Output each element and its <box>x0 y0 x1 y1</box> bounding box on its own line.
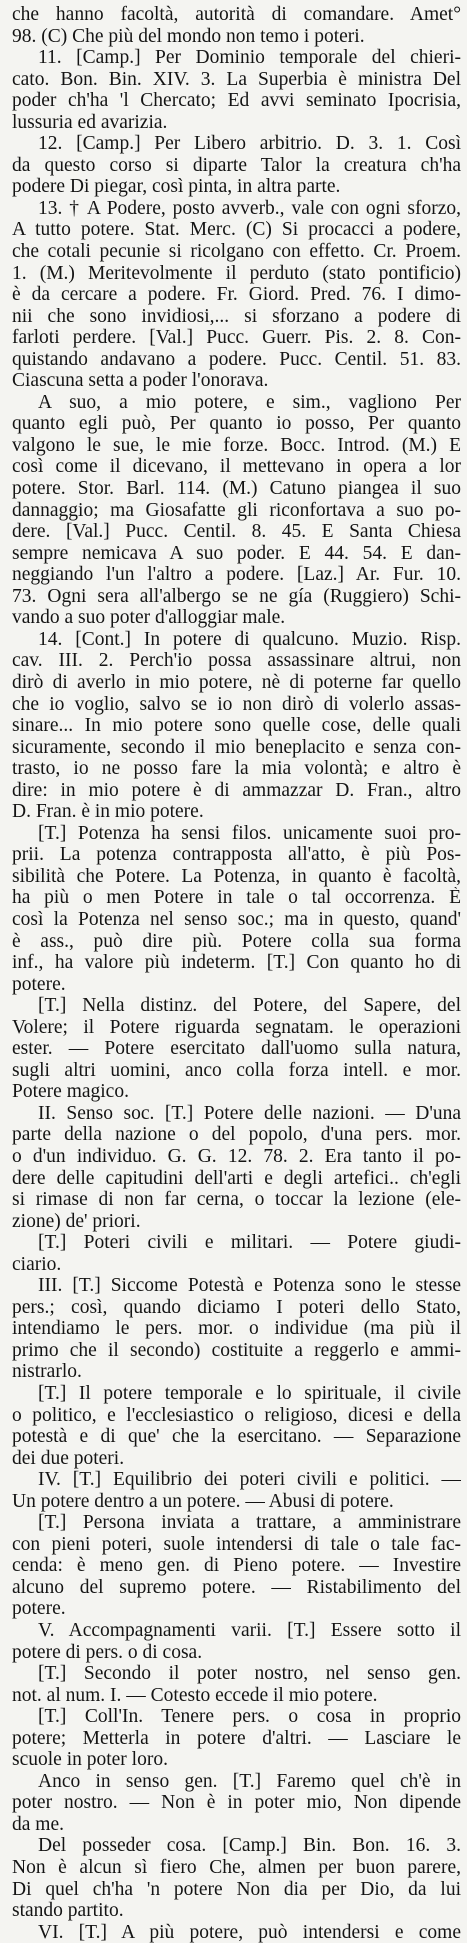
text-line: trasto, io ne posso fare la mia volontà; e altro è <box>12 758 461 780</box>
text-line: II. Senso soc. [T.] Potere delle nazioni. — D'una <box>38 1102 461 1124</box>
text-line: not. al num. I. — Cotesto eccede il mio potere. <box>12 1684 378 1706</box>
text-line: dere. [Val.] Pucc. Centil. 8. 45. E Santa Chiesa <box>12 521 461 543</box>
text-line: Anco in senso gen. [T.] Faremo quel ch'è in <box>38 1770 461 1792</box>
text-line: primo che il secondo) costituite a reggerlo e ammi- <box>12 1339 461 1361</box>
text-line: [T.] Nella distinz. del Potere, del Sapere, del <box>38 995 461 1017</box>
text-line: stando partito. <box>12 1900 124 1922</box>
text-line: [T.] Potenza ha sensi filos. unicamente suoi pro- <box>38 822 461 844</box>
text-line: [T.] Secondo il poter nostro, nel senso gen. <box>38 1663 461 1685</box>
text-line: zione) de' priori. <box>12 1210 141 1232</box>
text-line: [T.] Poteri civili e militari. — Potere giudi- <box>38 1232 461 1254</box>
text-line: Potere magico. <box>12 1081 129 1103</box>
text-line: neggiando l'un l'altro a podere. [Laz.] Ar. Fur. 10. <box>12 564 461 586</box>
text-line: è da cercare a podere. Fr. Giord. Pred. 76. I dimo- <box>12 284 461 306</box>
text-line: Volere; il Potere riguarda segnatam. le operazioni <box>12 1016 461 1038</box>
text-line: inf., ha valore più indeterm. [T.] Con quanto ho di <box>12 952 461 974</box>
text-line: Non è alcun sì fiero Che, almen per buon parere, <box>12 1857 461 1879</box>
text-line: che cotali pecunie si ricolgano con effetto. Cr. Proem. <box>12 241 461 263</box>
text-line: prii. La potenza contrapposta all'atto, è più Pos- <box>12 844 461 866</box>
text-line: V. Accompagnamenti varii. [T.] Essere sotto il <box>38 1620 461 1642</box>
text-line: [T.] Il potere temporale e lo spirituale, il civile <box>38 1383 461 1404</box>
text-line: dere delle capitudini dell'arti e degli artefici.. ch'egli <box>12 1167 461 1189</box>
text-line: Un potere dentro a un potere. — Abusi di potere. <box>12 1490 394 1512</box>
text-line: o politico, e l'ecclesiastico o religioso, dicesi e della <box>12 1404 461 1426</box>
text-line: potere. <box>12 973 66 995</box>
text-line: cenda: è meno gen. di Pieno potere. — Investire <box>12 1555 461 1577</box>
text-line: alcuno del supremo potere. — Ristabilimento del <box>12 1576 461 1598</box>
text-line: valgono le sue, le mie forze. Bocc. Introd. (M.) E <box>12 434 461 456</box>
text-line: [T.] Persona inviata a trattare, a amministrare <box>38 1512 461 1534</box>
text-line: così la Potenza nel senso soc.; ma in questo, quand' <box>12 908 461 930</box>
text-line: ester. — Potere esercitato dall'uomo sulla natura, <box>12 1038 461 1060</box>
text-line: ha più o men Potere in tale o tal occorrenza. È <box>12 887 461 909</box>
text-line: cav. III. 2. Perch'io possa assassinare altrui, non <box>12 650 461 672</box>
text-line: sibilità che Potere. La Potenza, in quanto è facoltà, <box>12 865 461 887</box>
text-line: quistando andavano a podere. Pucc. Centil. 51. 83. <box>12 348 461 370</box>
text-line: [T.] Coll'In. Tenere pers. o cosa in proprio <box>38 1706 461 1728</box>
text-line: potere; Metterla in potere d'altri. — Lasciare le <box>12 1727 461 1749</box>
text-line: 14. [Cont.] In potere di qualcuno. Muzio. Risp. <box>38 628 461 650</box>
text-line: così come il dicevano, il mettevano in opera a lor <box>12 456 461 478</box>
text-line: VI. [T.] A più potere, può intendersi e come <box>38 1921 461 1943</box>
text-line: 73. Ogni sera all'albergo se ne gía (Ruggiero) Schi- <box>12 585 461 607</box>
text-line: 12. [Camp.] Per Libero arbitrio. D. 3. 1. Così <box>38 133 461 155</box>
text-line: intendiamo le pers. mor. o individue (ma più il <box>12 1318 461 1340</box>
text-line: sicuramente, secondo il mio beneplacito e senza con- <box>12 736 461 758</box>
text-line: farloti perdere. [Val.] Pucc. Guerr. Pis. 2. 8. Con- <box>12 327 461 349</box>
text-line: da questo corso si diparte Talor la creatura ch'ha <box>12 154 461 176</box>
text-line: potere di pers. o di cosa. <box>12 1641 203 1663</box>
text-line: dirò di averlo in mio potere, nè di poterne far quello <box>12 671 461 693</box>
text-line: si rimase di non far cerna, o toccar la lezione (ele- <box>12 1189 461 1211</box>
text-line: vando a suo poter d'alloggiar male. <box>12 607 286 629</box>
text-line: IV. [T.] Equilibrio dei poteri civili e politici. — <box>38 1469 461 1491</box>
text-line: 11. [Camp.] Per Dominio temporale del chieri- <box>38 47 461 69</box>
text-line: cato. Bon. Bin. XIV. 3. La Superbia è ministra Del <box>12 68 461 90</box>
text-line: che hanno facoltà, autorità di comandare. Amet° <box>12 4 461 25</box>
text-line: lussuria ed avarizia. <box>12 111 168 133</box>
text-line: dannaggio; ma Giosafatte gli riconfortava a suo po- <box>12 499 461 521</box>
text-line: podere Di piegar, così pinta, in altra parte. <box>12 176 341 198</box>
text-line: parte della nazione o del popolo, d'una pers. mor. <box>12 1124 461 1146</box>
text-line: A tutto potere. Stat. Merc. (C) Si procacci a podere, <box>12 219 461 241</box>
text-line: poder ch'ha 'l Chercato; Ed avvi seminato Ipocrisia, <box>12 90 461 112</box>
text-line: con pieni poteri, suole intendersi di tale o tale fac- <box>12 1533 461 1555</box>
text-line: A suo, a mio potere, e sim., vagliono Per <box>38 391 461 413</box>
text-line: è ass., può dire più. Potere colla sua forma <box>12 930 461 952</box>
text-line: sempre nemicava A suo poder. E 44. 54. E dan- <box>12 542 461 564</box>
text-line: sinare... In mio potere sono quelle cose, delle quali <box>12 715 461 737</box>
text-line: Ciascuna setta a poder l'onorava. <box>12 370 269 392</box>
text-line: dei due poteri. <box>12 1447 125 1469</box>
text-line: nii che sono invidiosi,... si sforzano a podere di <box>12 305 461 327</box>
text-line: sugli altri uomini, anco colla forza intell. e mor. <box>12 1059 461 1081</box>
text-line: Del posseder cosa. [Camp.] Bin. Bon. 16. 3. <box>38 1835 461 1857</box>
text-line: potere. <box>12 1598 66 1620</box>
text-line: III. [T.] Siccome Potestà e Potenza sono le stesse <box>38 1275 461 1297</box>
text-line: nistrarlo. <box>12 1361 82 1383</box>
text-line: quanto egli può, Per quanto io posso, Per quanto <box>12 413 461 435</box>
text-line: dire: in mio potere è di ammazzar D. Fran., altro <box>12 779 461 801</box>
text-line: scuole in poter loro. <box>12 1749 168 1771</box>
text-line: che io voglio, salvo se io non dirò di volerlo assas- <box>12 693 461 715</box>
text-line: o d'un individuo. G. G. 12. 78. 2. Era tanto il po- <box>12 1145 461 1167</box>
text-line: 1. (M.) Meritevolmente il perduto (stato pontificio) <box>12 262 461 284</box>
text-line: poter nostro. — Non è in poter mio, Non dipende <box>12 1792 461 1814</box>
text-line: 98. (C) Che più del mondo non temo i poteri. <box>12 25 365 47</box>
text-line: Di quel ch'ha 'n potere Non dia per Dio, da lui <box>12 1878 461 1900</box>
text-line: ciario. <box>12 1253 62 1275</box>
text-line: D. Fran. è in mio potere. <box>12 801 204 823</box>
text-line: potestà e di que' che la esercitano. — Separazione <box>12 1426 461 1448</box>
text-line: pers.; così, quando diciamo I poteri dello Stato, <box>12 1296 461 1318</box>
text-line: potere. Stor. Barl. 114. (M.) Catuno piangea il suo <box>12 478 461 500</box>
text-line: da me. <box>12 1813 64 1835</box>
text-line: 13. † A Podere, posto avverb., vale con ogni sforzo, <box>38 197 461 219</box>
